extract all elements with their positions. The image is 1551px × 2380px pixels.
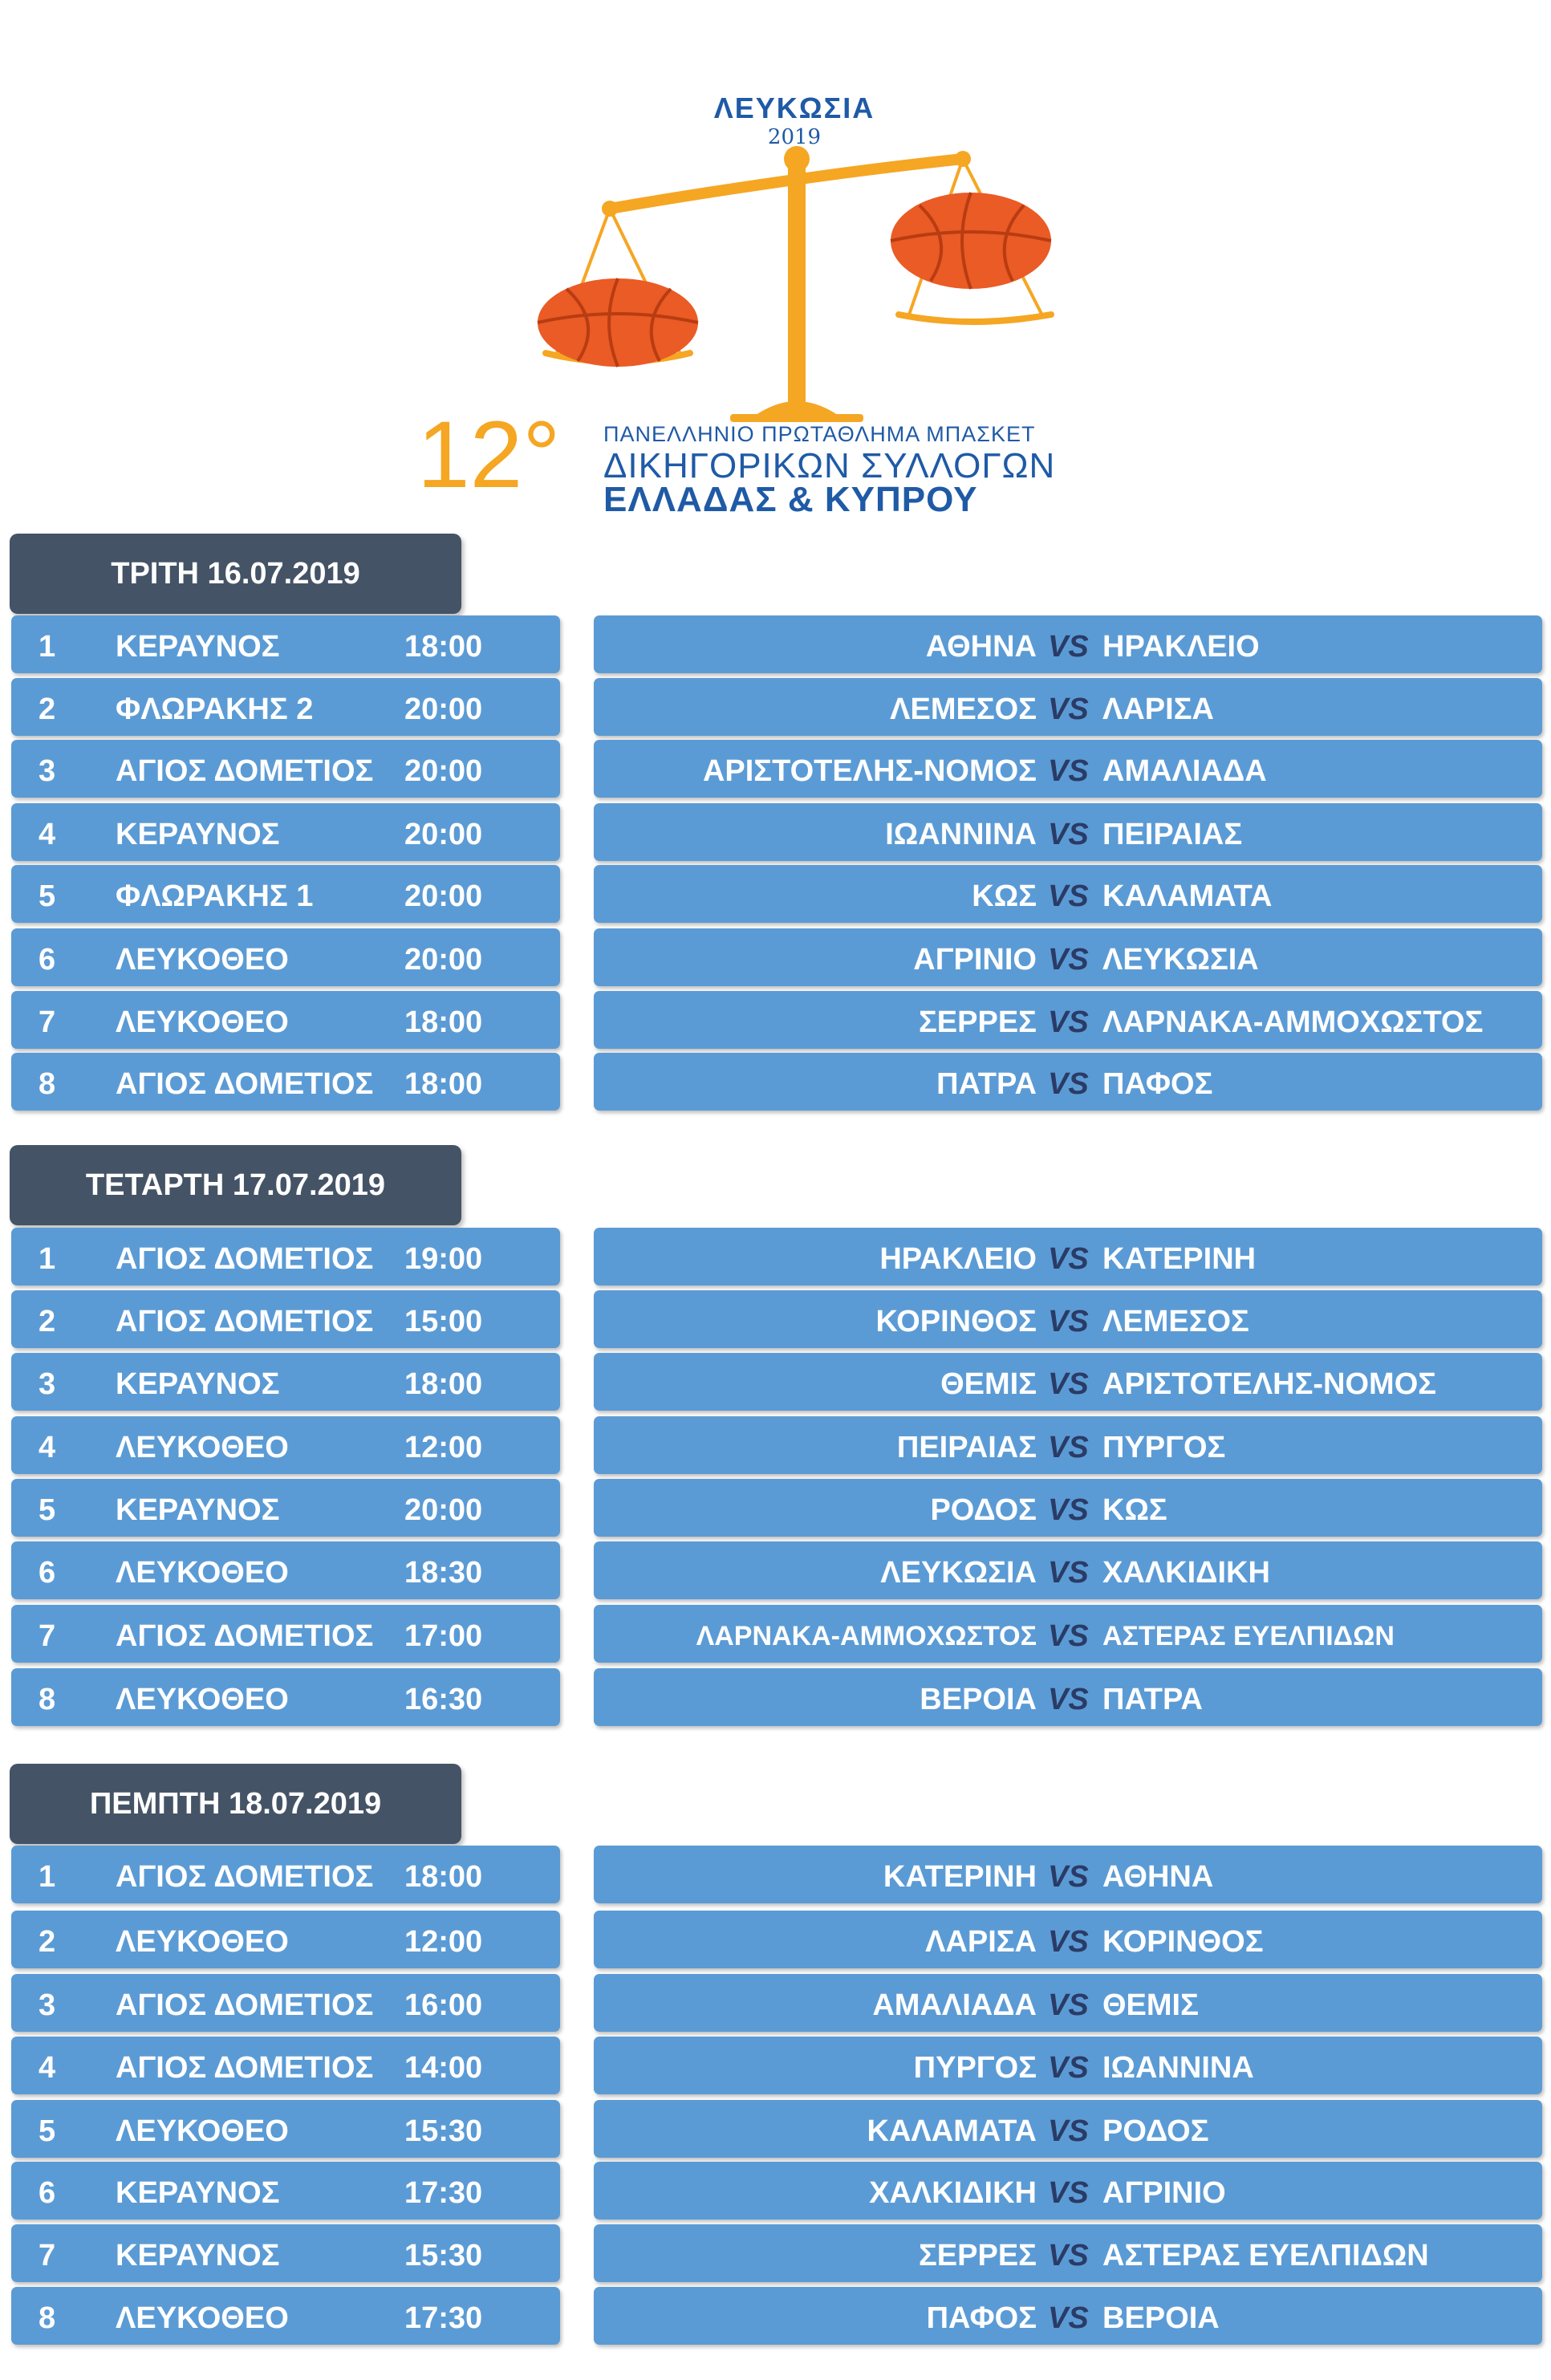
home-team: ΚΩΣ (972, 879, 1037, 913)
home-team: ΙΩΑΝΝΙΝΑ (885, 818, 1037, 851)
game-venue: ΚΕΡΑΥΝΟΣ (116, 1493, 280, 1527)
game-info-bar (11, 1053, 560, 1111)
game-time: 18:00 (404, 1367, 483, 1401)
home-team: ΚΑΛΑΜΑΤΑ (867, 2114, 1037, 2148)
game-time: 20:00 (404, 943, 483, 977)
away-team: ΚΑΛΑΜΑΤΑ (1102, 879, 1273, 913)
away-team: ΧΑΛΚΙΔΙΚΗ (1102, 1556, 1270, 1590)
game-info-bar (11, 1290, 560, 1348)
game-venue: ΛΕΥΚΟΘΕΟ (116, 1005, 289, 1039)
home-team: ΣΕΡΡΕΣ (919, 2239, 1037, 2272)
game-info-bar (11, 1668, 560, 1726)
game-info-bar (11, 865, 560, 923)
game-info-bar (11, 2287, 560, 2345)
matchup-bar (594, 1228, 1542, 1285)
game-venue: ΚΕΡΑΥΝΟΣ (116, 2239, 280, 2272)
vs-label: VS (1048, 2114, 1089, 2148)
vs-label: VS (1048, 1556, 1089, 1590)
game-info-bar (11, 803, 560, 861)
logo-title-line3: ΕΛΛΑΔΑΣ & ΚΥΠΡΟΥ (603, 480, 978, 519)
home-team: ΑΜΑΛΙΑΔΑ (872, 1988, 1037, 2022)
game-venue: ΚΕΡΑΥΝΟΣ (116, 1367, 280, 1401)
game-time: 15:30 (404, 2239, 483, 2272)
game-venue: ΑΓΙΟΣ ΔΟΜΕΤΙΟΣ (116, 1619, 374, 1653)
game-time: 17:00 (404, 1619, 483, 1653)
game-number: 6 (39, 2176, 56, 2210)
game-venue: ΚΕΡΑΥΝΟΣ (116, 2176, 280, 2210)
vs-label: VS (1048, 1067, 1089, 1101)
game-number: 1 (39, 1242, 56, 1276)
game-venue: ΑΓΙΟΣ ΔΟΜΕΤΙΟΣ (116, 1860, 374, 1894)
matchup-bar (594, 2037, 1542, 2094)
game-info-bar (11, 1479, 560, 1537)
game-number: 6 (39, 1556, 56, 1590)
game-info-bar (11, 1846, 560, 1903)
game-info-bar (11, 991, 560, 1049)
matchup-bar (594, 1974, 1542, 2032)
game-number: 5 (39, 2114, 56, 2148)
game-number: 5 (39, 1493, 56, 1527)
matchup-bar (594, 1846, 1542, 1903)
game-venue: ΦΛΩΡΑΚΗΣ 1 (116, 879, 314, 913)
away-team: ΛΑΡΝΑΚΑ-ΑΜΜΟΧΩΣΤΟΣ (1102, 1005, 1484, 1039)
home-team: ΧΑΛΚΙΔΙΚΗ (869, 2176, 1037, 2210)
game-venue: ΑΓΙΟΣ ΔΟΜΕΤΙΟΣ (116, 1242, 374, 1276)
home-team: ΛΑΡΙΣΑ (925, 1925, 1037, 1959)
game-time: 18:00 (404, 630, 483, 664)
home-team: ΠΕΙΡΑΙΑΣ (896, 1431, 1037, 1464)
vs-label: VS (1048, 754, 1089, 788)
game-time: 12:00 (404, 1431, 483, 1464)
away-team: ΛΑΡΙΣΑ (1102, 692, 1214, 726)
game-venue: ΑΓΙΟΣ ΔΟΜΕΤΙΟΣ (116, 2051, 374, 2085)
matchup-bar (594, 1668, 1542, 1726)
away-team: ΑΣΤΕΡΑΣ ΕΥΕΛΠΙΔΩΝ (1102, 2239, 1429, 2272)
game-time: 15:30 (404, 2114, 483, 2148)
home-team: ΑΓΡΙΝΙΟ (913, 943, 1037, 977)
game-info-bar (11, 1541, 560, 1599)
game-number: 8 (39, 1683, 56, 1716)
game-time: 15:00 (404, 1305, 483, 1338)
game-venue: ΛΕΥΚΟΘΕΟ (116, 1556, 289, 1590)
vs-label: VS (1048, 879, 1089, 913)
matchup-bar (594, 1605, 1542, 1663)
game-venue: ΦΛΩΡΑΚΗΣ 2 (116, 692, 314, 726)
away-team: ΑΓΡΙΝΙΟ (1102, 2176, 1226, 2210)
home-team: ΘΕΜΙΣ (940, 1367, 1037, 1401)
game-venue: ΚΕΡΑΥΝΟΣ (116, 818, 280, 851)
logo-title-line2: ΔΙΚΗΓΟΡΙΚΩΝ ΣΥΛΛΟΓΩΝ (603, 446, 1056, 485)
matchup-bar (594, 928, 1542, 986)
logo-title-line1: ΠΑΝΕΛΛΗΝΙΟ ΠΡΩΤΑΘΛΗΜΑ ΜΠΑΣΚΕΤ (603, 422, 1036, 446)
game-number: 4 (39, 818, 56, 851)
game-venue: ΛΕΥΚΟΘΕΟ (116, 2301, 289, 2335)
away-team: ΑΡΙΣΤΟΤΕΛΗΣ-ΝΟΜΟΣ (1102, 1367, 1437, 1401)
logo-year: 2019 (767, 125, 822, 149)
game-time: 16:30 (404, 1683, 483, 1716)
game-time: 19:00 (404, 1242, 483, 1276)
away-team: ΘΕΜΙΣ (1102, 1988, 1199, 2022)
vs-label: VS (1048, 818, 1089, 851)
game-venue: ΛΕΥΚΟΘΕΟ (116, 1431, 289, 1464)
home-team: ΚΟΡΙΝΘΟΣ (875, 1305, 1037, 1338)
game-venue: ΑΓΙΟΣ ΔΟΜΕΤΙΟΣ (116, 754, 374, 788)
matchup-bar (594, 1541, 1542, 1599)
game-info-bar (11, 1605, 560, 1663)
vs-label: VS (1048, 1431, 1089, 1464)
vs-label: VS (1048, 943, 1089, 977)
tournament-logo (417, 88, 1171, 522)
logo-city: ΛΕΥΚΩΣΙΑ (713, 91, 875, 124)
away-team: ΑΘΗΝΑ (1102, 1860, 1214, 1894)
matchup-bar (594, 1479, 1542, 1537)
game-number: 2 (39, 1925, 56, 1959)
vs-label: VS (1048, 1925, 1089, 1959)
game-number: 2 (39, 692, 56, 726)
game-venue: ΑΓΙΟΣ ΔΟΜΕΤΙΟΣ (116, 1988, 374, 2022)
game-number: 7 (39, 1619, 56, 1653)
game-time: 20:00 (404, 818, 483, 851)
home-team: ΠΥΡΓΟΣ (913, 2051, 1037, 2085)
game-info-bar (11, 678, 560, 736)
matchup-bar (594, 1353, 1542, 1411)
vs-label: VS (1048, 1005, 1089, 1039)
matchup-bar (594, 2224, 1542, 2282)
game-number: 4 (39, 2051, 56, 2085)
matchup-bar (594, 803, 1542, 861)
vs-label: VS (1048, 2051, 1089, 2085)
game-info-bar (11, 1911, 560, 1968)
game-time: 16:00 (404, 1988, 483, 2022)
game-info-bar (11, 2100, 560, 2158)
matchup-bar (594, 1053, 1542, 1111)
away-team: ΚΑΤΕΡΙΝΗ (1102, 1242, 1257, 1276)
home-team: ΗΡΑΚΛΕΙΟ (879, 1242, 1037, 1276)
game-number: 1 (39, 1860, 56, 1894)
game-number: 3 (39, 1367, 56, 1401)
away-team: ΒΕΡΟΙΑ (1102, 2301, 1220, 2335)
vs-label: VS (1048, 2176, 1089, 2210)
game-number: 4 (39, 1431, 56, 1464)
game-info-bar (11, 928, 560, 986)
day-header-thursday: ΠΕΜΠΤΗ 18.07.2019 (10, 1764, 461, 1844)
game-number: 7 (39, 2239, 56, 2272)
away-team: ΑΜΑΛΙΑΔΑ (1102, 754, 1267, 788)
game-info-bar (11, 1353, 560, 1411)
matchup-bar (594, 991, 1542, 1049)
home-team: ΡΟΔΟΣ (930, 1493, 1037, 1527)
game-time: 14:00 (404, 2051, 483, 2085)
game-info-bar (11, 1974, 560, 2032)
game-venue: ΚΕΡΑΥΝΟΣ (116, 630, 280, 664)
matchup-bar (594, 1290, 1542, 1348)
game-number: 3 (39, 1988, 56, 2022)
game-number: 6 (39, 943, 56, 977)
matchup-bar (594, 615, 1542, 673)
away-team: ΙΩΑΝΝΙΝΑ (1102, 2051, 1254, 2085)
away-team: ΗΡΑΚΛΕΙΟ (1102, 630, 1260, 664)
home-team: ΑΘΗΝΑ (925, 630, 1037, 664)
game-time: 12:00 (404, 1925, 483, 1959)
game-time: 20:00 (404, 1493, 483, 1527)
away-team: ΛΕΜΕΣΟΣ (1102, 1305, 1249, 1338)
vs-label: VS (1048, 1619, 1089, 1653)
game-number: 5 (39, 879, 56, 913)
game-time: 18:00 (404, 1067, 483, 1101)
game-time: 20:00 (404, 692, 483, 726)
game-venue: ΑΓΙΟΣ ΔΟΜΕΤΙΟΣ (116, 1305, 374, 1338)
home-team: ΠΑΤΡΑ (936, 1067, 1037, 1101)
game-time: 20:00 (404, 879, 483, 913)
home-team: ΚΑΤΕΡΙΝΗ (883, 1860, 1037, 1894)
game-number: 2 (39, 1305, 56, 1338)
vs-label: VS (1048, 2239, 1089, 2272)
matchup-bar (594, 740, 1542, 798)
game-time: 18:30 (404, 1556, 483, 1590)
game-time: 17:30 (404, 2301, 483, 2335)
game-time: 18:00 (404, 1860, 483, 1894)
game-venue: ΛΕΥΚΟΘΕΟ (116, 2114, 289, 2148)
game-venue: ΛΕΥΚΟΘΕΟ (116, 1925, 289, 1959)
home-team: ΛΕΜΕΣΟΣ (890, 692, 1037, 726)
home-team: ΠΑΦΟΣ (926, 2301, 1037, 2335)
away-team: ΠΑΦΟΣ (1102, 1067, 1213, 1101)
logo-ordinal: 12° (417, 402, 561, 508)
matchup-bar (594, 1416, 1542, 1474)
game-time: 20:00 (404, 754, 483, 788)
day-header-wednesday: ΤΕΤΑΡΤΗ 17.07.2019 (10, 1145, 461, 1225)
game-info-bar (11, 1416, 560, 1474)
game-info-bar (11, 2224, 560, 2282)
away-team: ΠΥΡΓΟΣ (1102, 1431, 1226, 1464)
away-team: ΠΑΤΡΑ (1102, 1683, 1203, 1716)
vs-label: VS (1048, 630, 1089, 664)
home-team: ΑΡΙΣΤΟΤΕΛΗΣ-ΝΟΜΟΣ (702, 754, 1037, 788)
home-team: ΣΕΡΡΕΣ (919, 1005, 1037, 1039)
matchup-bar (594, 865, 1542, 923)
away-team: ΑΣΤΕΡΑΣ ΕΥΕΛΠΙΔΩΝ (1102, 1621, 1395, 1651)
matchup-bar (594, 2100, 1542, 2158)
game-number: 7 (39, 1005, 56, 1039)
vs-label: VS (1048, 2301, 1089, 2335)
vs-label: VS (1048, 1493, 1089, 1527)
vs-label: VS (1048, 1367, 1089, 1401)
game-venue: ΛΕΥΚΟΘΕΟ (116, 1683, 289, 1716)
vs-label: VS (1048, 1305, 1089, 1338)
home-team: ΛΕΥΚΩΣΙΑ (880, 1556, 1037, 1590)
game-number: 3 (39, 754, 56, 788)
matchup-bar (594, 2287, 1542, 2345)
game-venue: ΛΕΥΚΟΘΕΟ (116, 943, 289, 977)
matchup-bar (594, 678, 1542, 736)
game-number: 8 (39, 1067, 56, 1101)
game-info-bar (11, 2037, 560, 2094)
day-header-tuesday: ΤΡΙΤΗ 16.07.2019 (10, 534, 461, 614)
away-team: ΠΕΙΡΑΙΑΣ (1102, 818, 1243, 851)
game-venue: ΑΓΙΟΣ ΔΟΜΕΤΙΟΣ (116, 1067, 374, 1101)
away-team: ΡΟΔΟΣ (1102, 2114, 1209, 2148)
game-info-bar (11, 740, 560, 798)
game-time: 17:30 (404, 2176, 483, 2210)
vs-label: VS (1048, 1860, 1089, 1894)
game-info-bar (11, 1228, 560, 1285)
game-number: 8 (39, 2301, 56, 2335)
vs-label: VS (1048, 1988, 1089, 2022)
home-team: ΛΑΡΝΑΚΑ-ΑΜΜΟΧΩΣΤΟΣ (696, 1621, 1037, 1651)
home-team: ΒΕΡΟΙΑ (920, 1683, 1037, 1716)
away-team: ΛΕΥΚΩΣΙΑ (1102, 943, 1259, 977)
game-number: 1 (39, 630, 56, 664)
vs-label: VS (1048, 1683, 1089, 1716)
away-team: ΚΟΡΙΝΘΟΣ (1102, 1925, 1264, 1959)
game-info-bar (11, 2162, 560, 2220)
away-team: ΚΩΣ (1102, 1493, 1167, 1527)
matchup-bar (594, 1911, 1542, 1968)
game-info-bar (11, 615, 560, 673)
vs-label: VS (1048, 1242, 1089, 1276)
game-time: 18:00 (404, 1005, 483, 1039)
vs-label: VS (1048, 692, 1089, 726)
matchup-bar (594, 2162, 1542, 2220)
